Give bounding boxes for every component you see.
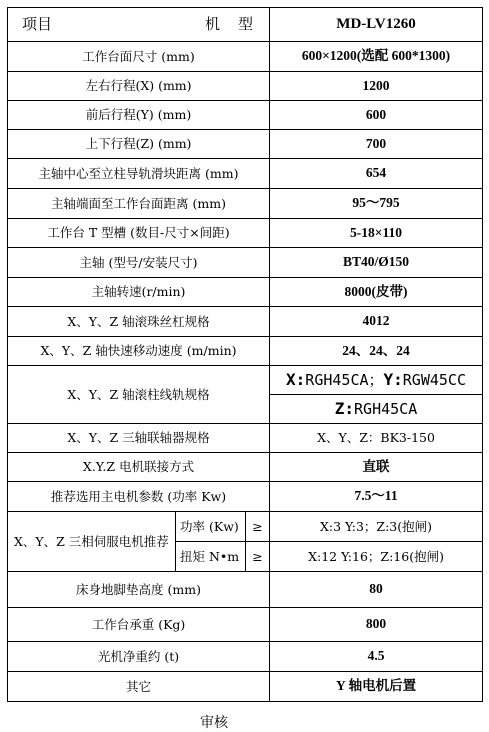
spec-label: 床身地脚垫高度 (mm) [8,572,270,608]
spindle-motor-label: 推荐选用主电机参数 (功率 Kw) [8,482,270,512]
spec-row [8,337,483,366]
model-value: MD-LV1260 [270,8,483,42]
header-label-cell [8,8,270,42]
spec-row [8,572,483,608]
connect-row [8,453,483,482]
spec-value: 4012 [270,307,483,337]
spec-value: 600 [270,101,483,130]
spec-value: 5-18×110 [270,219,483,248]
spec-row [8,248,483,278]
guide-row [8,366,483,395]
servo-torque-sym: ≥ [246,542,270,572]
spec-label: 主轴 (型号/安装尺寸) [8,248,270,278]
spec-label: 主轴转速(r/min) [8,278,270,307]
spec-row [8,189,483,219]
spindle-motor-row [8,482,483,512]
spec-value: 700 [270,130,483,159]
spec-label: 主轴端面至工作台面距离 (mm) [8,189,270,219]
spec-row [8,42,483,72]
spec-label: X、Y、Z 轴快速移动速度 (m/min) [8,337,270,366]
spec-label: 上下行程(Z) (mm) [8,130,270,159]
servo-torque-value: X:12 Y:16；Z:16(抱闸) [270,542,483,572]
spec-row [8,72,483,101]
spec-row [8,672,483,702]
spec-label: 工作台承重 (Kg) [8,608,270,642]
guide-z-key: Z: [334,399,355,418]
spec-value: 800 [270,608,483,642]
spec-label: 工作台面尺寸 (mm) [8,42,270,72]
spec-label: 主轴中心至立柱导轨滑块距离 (mm) [8,159,270,189]
coupling-row [8,424,483,453]
spec-label: X、Y、Z 轴滚珠丝杠规格 [8,307,270,337]
spec-value: 654 [270,159,483,189]
servo-torque-label: 扭矩 N•m [176,542,246,572]
servo-power-label: 功率 (Kw) [176,512,246,542]
guide-x-key: X: [286,370,306,389]
spec-label: 前后行程(Y) (mm) [8,101,270,130]
spec-row [8,101,483,130]
servo-power-sym: ≥ [246,512,270,542]
spec-value: 4.5 [270,642,483,672]
spec-label: 其它 [8,672,270,702]
spec-row [8,278,483,307]
spindle-motor-value: 7.5～11 [270,482,483,512]
spec-table [7,7,483,702]
spec-value: 1200 [270,72,483,101]
guide-label: X、Y、Z 轴滚柱线轨规格 [8,366,270,424]
spec-row [8,219,483,248]
spec-value: 95～795 [270,189,483,219]
spec-value: 600×1200(选配 600*1300) [270,42,483,72]
spec-label: 工作台 T 型槽 (数目-尺寸×间距) [8,219,270,248]
model-label-2: 型 [238,15,254,34]
spec-value: 80 [270,572,483,608]
guide-value-line-1 [270,366,483,395]
servo-power-value: X:3 Y:3；Z:3(抱闸) [270,512,483,542]
coupling-value: X、Y、Z：BK3-150 [270,424,483,453]
servo-row [8,512,483,542]
spec-value: Y 轴电机后置 [270,672,483,702]
spec-label: 光机净重约 (t) [8,642,270,672]
connect-label: X.Y.Z 电机联接方式 [8,453,270,482]
connect-value: 直联 [270,453,483,482]
item-label: 项目 [22,15,53,34]
guide-y-value: RGW45CC [402,371,466,389]
guide-value-line-2 [270,395,483,424]
spec-row [8,608,483,642]
guide-z-value: RGH45CA [354,400,418,418]
header-row [8,8,483,42]
spec-row [8,159,483,189]
spec-value: 24、24、24 [270,337,483,366]
spec-row [8,130,483,159]
guide-x-value: RGH45CA； [305,371,384,389]
coupling-label: X、Y、Z 三轴联轴器规格 [8,424,270,453]
spec-row [8,307,483,337]
spec-row [8,642,483,672]
spec-label: 左右行程(X) (mm) [8,72,270,101]
model-label-1: 机 [204,15,220,34]
spec-value: BT40/Ø150 [270,248,483,278]
spec-value: 8000(皮带) [270,278,483,307]
guide-y-key: Y: [383,370,403,389]
servo-label: X、Y、Z 三相伺服电机推荐 [8,512,176,572]
footer-text: 审核 [200,715,228,731]
